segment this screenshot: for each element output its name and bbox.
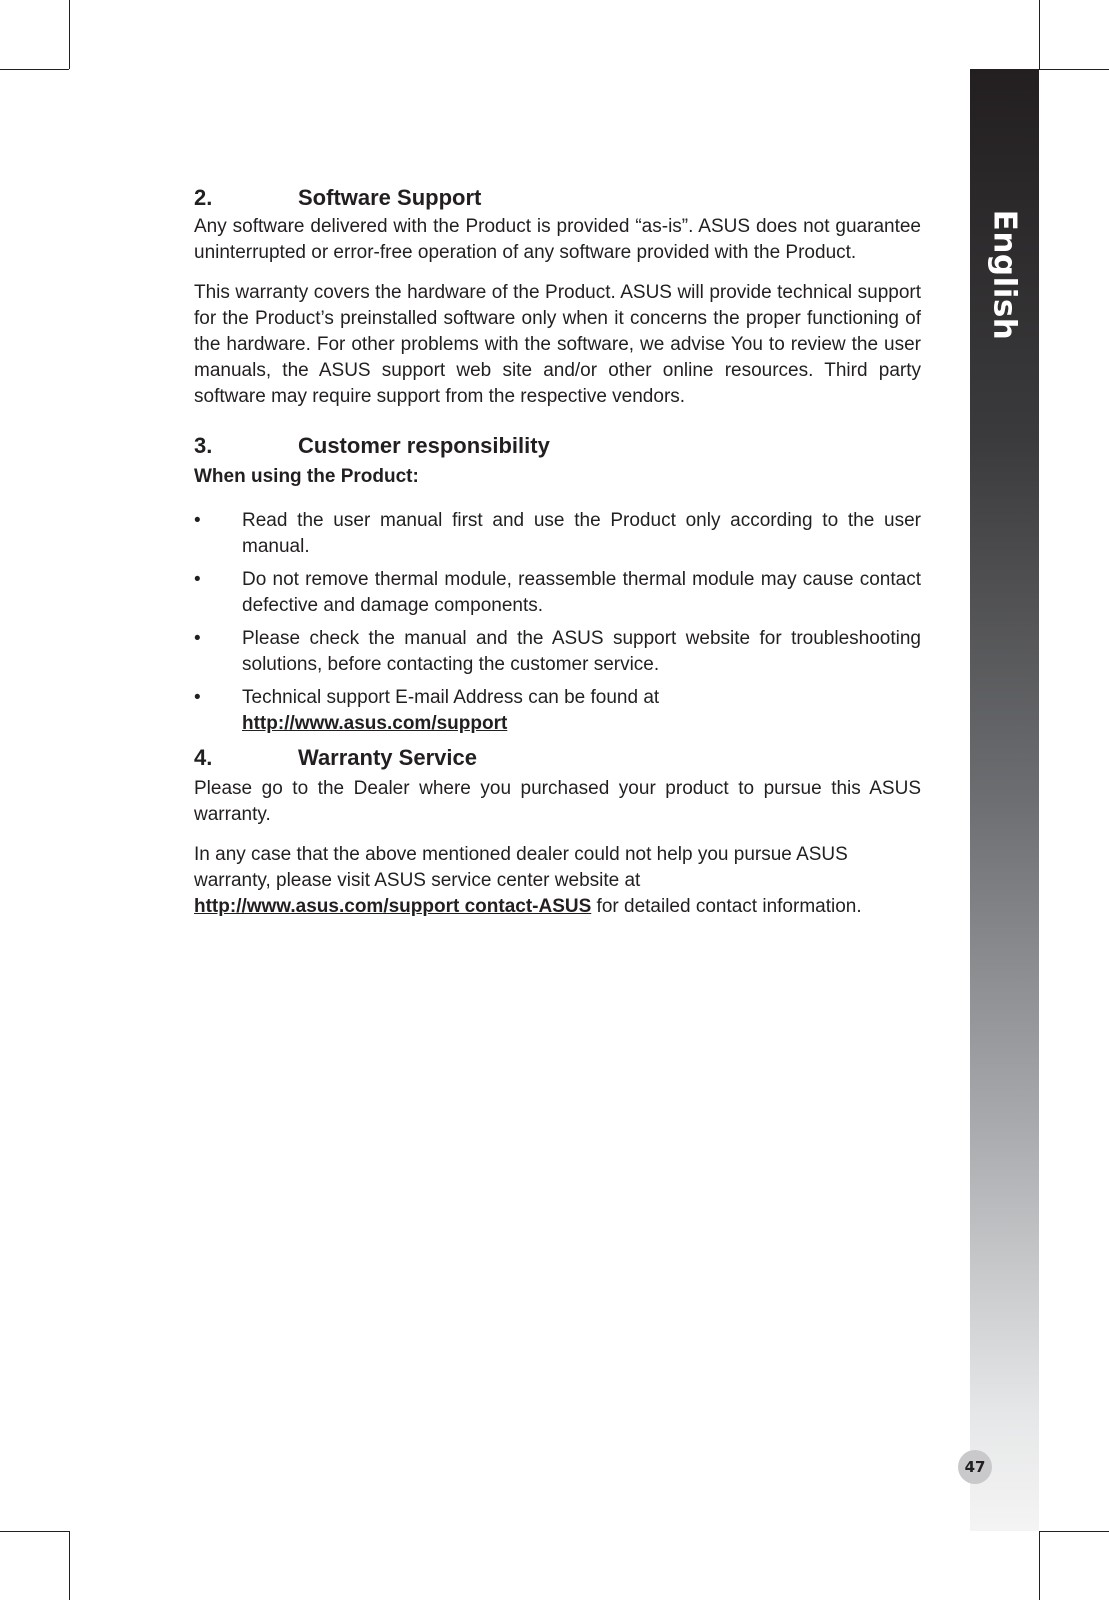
bullet-icon: • (194, 569, 201, 590)
warranty-service-paragraph-2 (194, 842, 921, 920)
section-heading-customer-responsibility (194, 432, 921, 460)
section-heading-software-support (194, 184, 921, 212)
software-support-paragraph-1: Any software delivered with the Product is provided “as-is”. ASUS does not guarantee uninterrupted or error-free operation of any software provided with the Product. (194, 216, 921, 263)
section-title: Software Support (298, 185, 482, 210)
list-item-text: Technical support E-mail Address can be found at (242, 687, 660, 708)
section-title: Warranty Service (298, 745, 477, 770)
crop-mark-top-left-vertical (69, 0, 70, 69)
list-item (194, 567, 921, 619)
crop-mark-top-left-horizontal (0, 69, 69, 70)
language-tab-text: English (986, 209, 1022, 341)
list-item-text: Read the user manual first and use the Product only according to the user manual. (242, 510, 921, 557)
list-item (194, 508, 921, 560)
contact-info-suffix: for detailed contact information. (591, 896, 862, 917)
bullet-icon: • (194, 687, 201, 708)
responsibility-bullet-list (194, 508, 921, 737)
section-title: Customer responsibility (298, 433, 550, 458)
crop-mark-bottom-right-horizontal (1039, 1531, 1109, 1532)
contact-asus-link[interactable]: http://www.asus.com/support contact-ASUS (194, 896, 592, 917)
support-link[interactable]: http://www.asus.com/support (242, 713, 508, 734)
bullet-icon: • (194, 510, 201, 531)
page-number: 47 (964, 1458, 986, 1476)
crop-mark-bottom-left-vertical (69, 1531, 70, 1600)
crop-mark-top-right-horizontal (1039, 69, 1109, 70)
page-number-badge (958, 1450, 992, 1484)
list-item (194, 626, 921, 678)
crop-mark-top-right-vertical (1039, 0, 1040, 69)
bullet-icon: • (194, 628, 201, 649)
language-tab-label (972, 209, 1036, 341)
section-number: 3. (194, 433, 213, 458)
section-number: 4. (194, 745, 213, 770)
document-body (194, 184, 921, 920)
list-item-text: Do not remove thermal module, reassemble thermal module may cause contact defective and damage components. (242, 569, 921, 616)
warranty-service-paragraph-2-text: In any case that the above mentioned dealer could not help you pursue ASUS warranty, please visit ASUS service center website at (194, 844, 848, 891)
list-item (194, 685, 921, 737)
subheading-when-using-product: When using the Product: (194, 466, 419, 487)
warranty-service-paragraph-1: Please go to the Dealer where you purchased your product to pursue this ASUS warranty. (194, 778, 921, 825)
software-support-paragraph-2: This warranty covers the hardware of the Product. ASUS will provide technical support for the Product’s preinstalled software only when it concerns the proper functioning of the hardware. For other problems with the software, we advise You to review the user manuals, the ASUS support web site and/or other online resources. Third party software may require support from the respective vendors. (194, 282, 921, 407)
list-item-text-with-link (242, 685, 921, 737)
crop-mark-bottom-right-vertical (1039, 1531, 1040, 1600)
list-item-text: Please check the manual and the ASUS support website for troubleshooting solutions, before contacting the customer service. (242, 628, 921, 675)
section-heading-warranty-service (194, 744, 921, 772)
section-number: 2. (194, 185, 213, 210)
crop-mark-bottom-left-horizontal (0, 1531, 69, 1532)
